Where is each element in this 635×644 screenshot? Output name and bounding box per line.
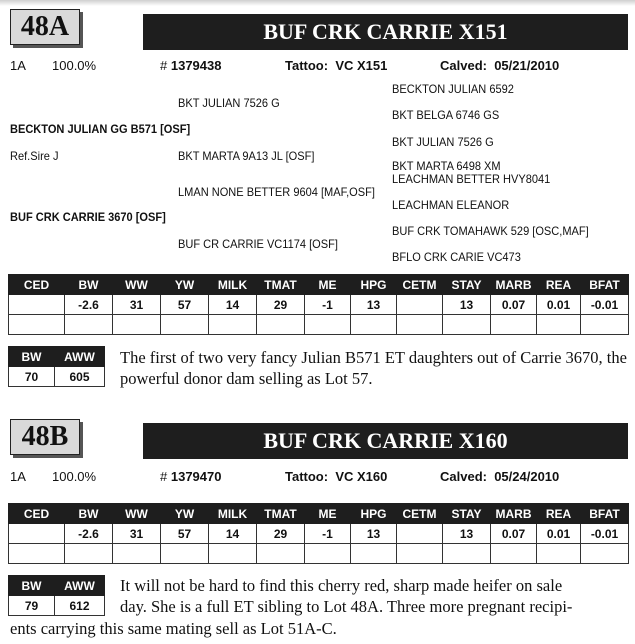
pedigree-ddd: BFLO CRK CARIE VC473 xyxy=(392,250,521,264)
epd-header: TMAT xyxy=(257,275,305,295)
epd-header: MARB xyxy=(491,275,537,295)
epd-header: STAY xyxy=(443,504,491,524)
pedigree-sire-dam: BKT MARTA 9A13 JL [OSF] xyxy=(178,149,315,163)
pedigree-sire-sire: BKT JULIAN 7526 G xyxy=(178,96,280,110)
epd-empty-row xyxy=(9,544,629,564)
epd-header: CETM xyxy=(397,504,443,524)
reg-number-label: # xyxy=(160,469,168,484)
bw-value: 79 xyxy=(9,596,55,616)
epd-value: 57 xyxy=(161,524,209,544)
epd-header: BFAT xyxy=(581,504,629,524)
epd-header: BW xyxy=(65,275,113,295)
lot-description-line: It will not be hard to find this cherry red, sharp made heifer on sale xyxy=(120,576,563,595)
epd-value-row xyxy=(9,295,629,315)
calved xyxy=(440,58,559,73)
lot-description: The first of two very fancy Julian B571 ET daughters out of Carrie 3670, the powerful donor dam selling as Lot 57. xyxy=(120,348,627,388)
animal-name-bar xyxy=(143,423,628,459)
aww-header: AWW xyxy=(55,576,105,596)
tattoo xyxy=(285,469,387,484)
epd-value: 29 xyxy=(257,295,305,315)
epd-header: MILK xyxy=(209,504,257,524)
epd-value: 13 xyxy=(443,524,491,544)
epd-value: 29 xyxy=(257,524,305,544)
epd-header-row xyxy=(9,504,629,524)
tattoo-label: Tattoo: xyxy=(285,58,329,73)
epd-value: -1 xyxy=(305,295,351,315)
epd-header: WW xyxy=(113,275,161,295)
lot-description-line: day. She is a full ET sibling to Lot 48A. Three more pregnant recipi- xyxy=(120,597,573,616)
aww-value: 605 xyxy=(55,367,105,387)
epd-value: 0.01 xyxy=(537,295,581,315)
epd-header-row xyxy=(9,275,629,295)
reg-number-label: # xyxy=(160,58,168,73)
pedigree-sdd: BKT MARTA 6498 XM xyxy=(392,159,501,173)
epd-header: TMAT xyxy=(257,504,305,524)
epd-header: CED xyxy=(9,275,65,295)
epd-value: 0.01 xyxy=(537,524,581,544)
aww-value: 612 xyxy=(55,596,105,616)
percent: 100.0% xyxy=(52,58,97,73)
epd-header: REA xyxy=(537,504,581,524)
bw-header: BW xyxy=(9,576,55,596)
bw-header: BW xyxy=(9,347,55,367)
epd-value xyxy=(9,524,65,544)
epd-header: YW xyxy=(161,504,209,524)
pedigree-ssd: BKT BELGA 6746 GS xyxy=(392,108,500,122)
pedigree-dss: LEACHMAN BETTER HVY8041 xyxy=(392,172,551,186)
bw-value: 70 xyxy=(9,367,55,387)
epd-value: -0.01 xyxy=(581,295,629,315)
lot-number-badge xyxy=(10,419,80,455)
epd-value: -1 xyxy=(305,524,351,544)
epd-value-row xyxy=(9,524,629,544)
pedigree-sire: BECKTON JULIAN GG B571 [OSF] xyxy=(10,122,191,136)
pedigree-dds: BUF CRK TOMAHAWK 529 [OSC,MAF] xyxy=(392,224,589,238)
epd-header: MARB xyxy=(491,504,537,524)
epd-value: 13 xyxy=(443,295,491,315)
epd-value: -2.6 xyxy=(65,524,113,544)
tattoo-value: VC X151 xyxy=(335,58,388,73)
epd-empty-row xyxy=(9,315,629,335)
pedigree-dam: BUF CRK CARRIE 3670 [OSF] xyxy=(10,210,166,224)
epd-header: ME xyxy=(305,504,351,524)
tattoo-label: Tattoo: xyxy=(285,469,329,484)
reg-number xyxy=(160,58,221,73)
reg-class: 1A xyxy=(10,58,26,73)
epd-value: 0.07 xyxy=(491,524,537,544)
reg-number-value: 1379470 xyxy=(170,469,222,484)
epd-value: 13 xyxy=(351,295,397,315)
animal-name: BUF CRK CARRIE X151 xyxy=(263,19,508,44)
epd-value: 31 xyxy=(113,295,161,315)
epd-value xyxy=(9,295,65,315)
tattoo-value: VC X160 xyxy=(335,469,388,484)
calved xyxy=(440,469,559,484)
page-top-edge xyxy=(0,0,635,6)
epd-header: CED xyxy=(9,504,65,524)
epd-table xyxy=(8,274,629,335)
reg-number xyxy=(160,469,221,484)
epd-value: -0.01 xyxy=(581,524,629,544)
calved-value: 05/21/2010 xyxy=(494,58,560,73)
pedigree-sds: BKT JULIAN 7526 G xyxy=(392,135,494,149)
bw-aww-table xyxy=(8,575,105,616)
reg-number-value: 1379438 xyxy=(170,58,222,73)
epd-value: 57 xyxy=(161,295,209,315)
epd-header: WW xyxy=(113,504,161,524)
epd-value: -2.6 xyxy=(65,295,113,315)
epd-header: HPG xyxy=(351,275,397,295)
epd-header: CETM xyxy=(397,275,443,295)
calved-label: Calved: xyxy=(440,58,487,73)
animal-name: BUF CRK CARRIE X160 xyxy=(263,428,508,453)
lot-number: 48A xyxy=(20,11,70,42)
epd-value: 0.07 xyxy=(491,295,537,315)
epd-table xyxy=(8,503,629,564)
pedigree-ref-sire: Ref.Sire J xyxy=(10,149,59,163)
epd-header: STAY xyxy=(443,275,491,295)
calved-value: 05/24/2010 xyxy=(494,469,560,484)
epd-header: ME xyxy=(305,275,351,295)
epd-value xyxy=(397,295,443,315)
pedigree-sss: BECKTON JULIAN 6592 xyxy=(392,82,514,96)
calved-label: Calved: xyxy=(440,469,487,484)
epd-header: YW xyxy=(161,275,209,295)
bw-aww-table xyxy=(8,346,105,387)
pedigree-dsd: LEACHMAN ELEANOR xyxy=(392,198,510,212)
epd-value: 13 xyxy=(351,524,397,544)
lot-number-badge xyxy=(10,9,80,45)
animal-name-bar xyxy=(143,14,628,50)
pedigree-dam-sire: LMAN NONE BETTER 9604 [MAF,OSF] xyxy=(178,185,375,199)
epd-value: 14 xyxy=(209,295,257,315)
epd-value: 14 xyxy=(209,524,257,544)
aww-header: AWW xyxy=(55,347,105,367)
epd-header: MILK xyxy=(209,275,257,295)
epd-header: HPG xyxy=(351,504,397,524)
lot-number: 48B xyxy=(21,421,69,452)
pedigree-dam-dam: BUF CR CARRIE VC1174 [OSF] xyxy=(178,237,338,251)
epd-header: REA xyxy=(537,275,581,295)
lot-description-line: ents carrying this same mating sell as Lot 51A-C. xyxy=(10,619,337,638)
percent: 100.0% xyxy=(52,469,97,484)
epd-header: BFAT xyxy=(581,275,629,295)
tattoo xyxy=(285,58,387,73)
epd-value xyxy=(397,524,443,544)
epd-header: BW xyxy=(65,504,113,524)
reg-class: 1A xyxy=(10,469,26,484)
epd-value: 31 xyxy=(113,524,161,544)
